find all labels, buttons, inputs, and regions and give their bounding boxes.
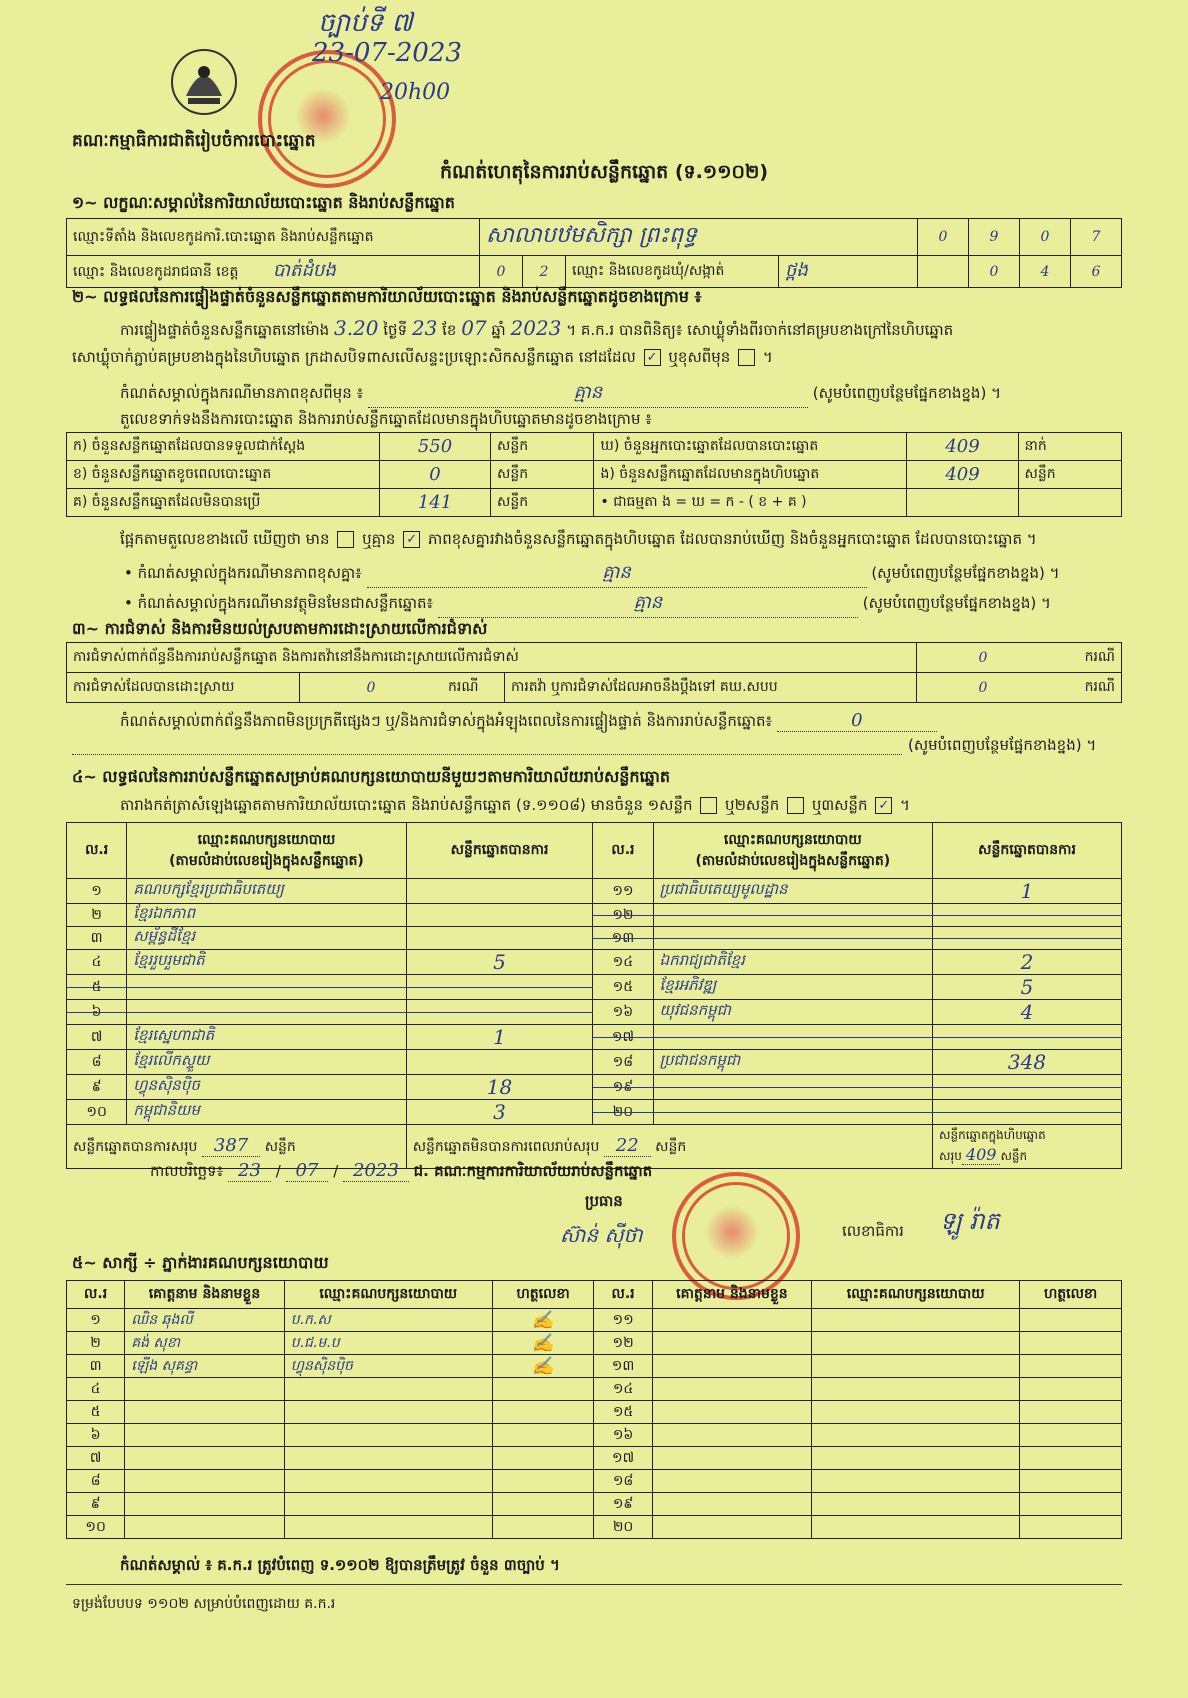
objection-row1-value: 0: [917, 643, 1050, 673]
year-value: 2023: [510, 316, 562, 340]
total-box-cell: [933, 1125, 1122, 1169]
witness-no: ១៧: [594, 1447, 652, 1470]
witness-no: ៧: [67, 1447, 125, 1470]
col-party-left-sub: (តាមលំដាប់លេខរៀងក្នុងសន្លឹកឆ្នោត): [169, 852, 364, 869]
count-left-label: គ) ចំនួនសន្លឹកឆ្នោតដែលមិនបានប្រើ: [67, 489, 380, 517]
party-no: ១៧: [593, 1025, 653, 1050]
three-sheet-label: ឬ៣សន្លឹក: [811, 796, 868, 814]
handwritten-date: 23-07-2023: [312, 38, 462, 68]
total-valid-label: សន្លឹកឆ្នោតបានការសរុប: [73, 1139, 198, 1155]
col-votes-left: សន្លឹកឆ្នោតបានការ: [406, 823, 593, 879]
party-no: ១: [67, 879, 127, 904]
table-row: [67, 1050, 1122, 1075]
witness-name: [652, 1424, 811, 1447]
witness-party: [284, 1470, 492, 1493]
witness-name: [125, 1493, 284, 1516]
section2-note: [120, 380, 1001, 408]
count-right-unit: សន្លឹក: [1018, 461, 1121, 489]
count-right-label: • ជាធម្មតា ង = ឃ = ក - ( ខ + គ ): [594, 489, 907, 517]
table-row: [67, 1447, 1122, 1470]
note-label: កំណត់សម្គាល់ក្នុងករណីមានភាពខុសពីមុន ៖: [120, 384, 364, 402]
table-row: [67, 1470, 1122, 1493]
witness-no: ៨: [67, 1470, 125, 1493]
objection-row1-unit: ករណី: [1049, 643, 1122, 673]
commune-code-2: 4: [1020, 256, 1071, 288]
para1-text-e: ។ គ.ក.រ បានពិនិត្យ៖ សោឃ្លុំទាំងពីរចាក់នៅគម្របខាងក្រៅនៃហិបឆ្នោត: [566, 321, 954, 339]
bullet1-value: គ្មាន: [367, 560, 867, 588]
or-changed-label: ឬខុសពីមុន: [668, 348, 731, 366]
total-invalid-value: 22: [604, 1135, 651, 1157]
table-row: [67, 950, 1122, 975]
polling-station-value: សាលាបឋមសិក្សា ព្រះពុទ្ធ: [480, 219, 918, 256]
witness-name: [652, 1447, 811, 1470]
witness-signature: [492, 1447, 594, 1470]
witness-party: ប.ជ.ម.ប: [284, 1332, 492, 1355]
sheet-count-line: តារាងកត់ត្រាសំឡេងឆ្នោតតាមការិយាល័យបោះឆ្នោត និងរាប់សន្លឹកឆ្នោត (ទ.១១០៨) មានចំនួន ១សន្លឹក ឬ២សន្លឹក ឬ៣សន្លឹក ✓ ។: [120, 796, 910, 814]
para1-text-d: ឆ្នាំ: [491, 321, 506, 339]
has-difference-checkbox[interactable]: [337, 531, 354, 548]
witness-signature: [492, 1516, 594, 1539]
province-code-2: 2: [523, 256, 566, 288]
section4-title: ៤~ លទ្ធផលនៃការរាប់សន្លឹកឆ្នោតសម្រាប់គណបក្សនយោបាយនីមួយៗតាមការិយាល័យរាប់សន្លឹកឆ្នោត: [72, 767, 671, 786]
witness-name: [125, 1378, 284, 1401]
witness-no: ២០: [594, 1516, 652, 1539]
strike-line: [593, 1087, 1122, 1088]
date-suffix: ជ. គណៈកម្មការការិយាល័យរាប់សន្លឹកឆ្នោត: [413, 1162, 653, 1180]
table-row: [67, 879, 1122, 904]
party-no: ៣: [67, 927, 127, 950]
total-valid-unit: សន្លឹក: [264, 1139, 296, 1155]
party-name: ប្រជាធិបតេយ្យមូលដ្ឋាន: [653, 879, 933, 904]
party-name: យុវជនកម្ពុជា: [653, 1000, 933, 1025]
province-code-1: 0: [480, 256, 523, 288]
witness-signature: [1020, 1378, 1122, 1401]
section3-title: ៣~ ការជំទាស់ និងការមិនយល់ស្របតាមការដោះស្រាយលើការជំទាស់: [72, 619, 488, 638]
witness-signature: [1020, 1516, 1122, 1539]
party-no: ១៦: [593, 1000, 653, 1025]
date-year: 2023: [343, 1160, 409, 1182]
section2-para2: សោឃ្លុំចាក់ភ្ជាប់គម្របខាងក្នុងនៃហិបឆ្នោត ក្រដាសបិទពាសលើសន្ទះប្រឡោះសិកសន្លឹកឆ្នោត នៅដដែល ✓ ឬខុសពីមុន ។: [72, 348, 773, 366]
witness-party: [284, 1378, 492, 1401]
party-no: ១០: [67, 1100, 127, 1125]
party-name: គណបក្សខ្មែរប្រជាធិបតេយ្យ: [127, 879, 407, 904]
party-no: ១១: [593, 879, 653, 904]
count-left-unit: សន្លឹក: [491, 433, 594, 461]
party-no: ៧: [67, 1025, 127, 1050]
commune-label: ឈ្មោះ និងលេខកូដឃុំ/សង្កាត់: [566, 256, 779, 288]
province-value: បាត់ដំបង: [272, 260, 336, 281]
witness-no: ១១: [594, 1309, 652, 1332]
section1-title: ១~ លក្ខណៈសម្គាល់នៃការិយាល័យបោះឆ្នោត និងរាប់សន្លឹកឆ្នោត: [72, 193, 455, 212]
compare-or: ឬគ្មាន: [362, 530, 396, 548]
witness-no: ៣: [67, 1355, 125, 1378]
witness-signature: ✍: [492, 1355, 594, 1378]
witness-name: [125, 1516, 284, 1539]
witness-name: [652, 1309, 811, 1332]
party-no: ២: [67, 904, 127, 927]
date-line: កាលបរិច្ឆេទ៖ 23 / 07 / 2023 ជ. គណៈកម្មការការិយាល័យរាប់សន្លឹកឆ្នោត: [150, 1160, 653, 1181]
counts-row: [67, 461, 1122, 489]
party-name: កម្ពុជានិយម: [127, 1100, 407, 1125]
party-no: ១៥: [593, 975, 653, 1000]
w-col-name-left: គោត្តនាម និងនាមខ្លួន: [125, 1281, 284, 1309]
counts-row: [67, 433, 1122, 461]
party-name: ខ្មែរលើកស្ទួយ: [127, 1050, 407, 1075]
party-votes: 1: [406, 1025, 593, 1050]
witness-no: ១៥: [594, 1401, 652, 1424]
party-name: សម្ព័ន្ធដីខ្មែរ: [127, 927, 407, 950]
compare-line: [120, 530, 1037, 552]
two-sheet-label: ឬ២សន្លឹក: [725, 796, 780, 814]
party-results-table: [66, 822, 1122, 1169]
count-left-value: 141: [380, 489, 491, 517]
bullet2-suffix: (សូមបំពេញបន្ថែមផ្នែកខាងខ្នង) ។: [862, 594, 1051, 612]
strike-line: [593, 938, 1122, 939]
party-no: ២០: [593, 1100, 653, 1125]
w-col-sign-right: ហត្ថលេខា: [1020, 1281, 1122, 1309]
w-col-no-right: ល.រ: [594, 1281, 652, 1309]
witness-party: [284, 1493, 492, 1516]
party-no: ១២: [593, 904, 653, 927]
col-no-left: ល.រ: [67, 823, 127, 879]
party-votes: [406, 1050, 593, 1075]
witness-name: [652, 1516, 811, 1539]
count-left-value: 0: [380, 461, 491, 489]
witness-no: ១៨: [594, 1470, 652, 1493]
witness-party: [812, 1401, 1020, 1424]
two-sheet-checkbox[interactable]: [787, 797, 804, 814]
witness-name: [652, 1470, 811, 1493]
witness-no: ៥: [67, 1401, 125, 1424]
province-label: ឈ្មោះ និងលេខកូដរាជធានី ខេត្ត: [73, 264, 239, 280]
col-votes-right: សន្លឹកឆ្នោតបានការ: [933, 823, 1122, 879]
party-votes: 1: [933, 879, 1122, 904]
para2-text: សោឃ្លុំចាក់ភ្ជាប់គម្របខាងក្នុងនៃហិបឆ្នោត ក្រដាសបិទពាសលើសន្ទះប្រឡោះសិកសន្លឹកឆ្នោត នៅដដែល: [72, 348, 636, 366]
party-no: ៤: [67, 950, 127, 975]
witness-name: [125, 1424, 284, 1447]
date-label: កាលបរិច្ឆេទ៖: [150, 1162, 224, 1180]
witness-signature: [492, 1378, 594, 1401]
objection-row2-value: 0: [300, 673, 443, 703]
objection-row2b-unit: ករណី: [1049, 673, 1122, 703]
count-right-value: 409: [907, 433, 1018, 461]
witness-party: ហ្វុនស៊ិនប៉ិច: [284, 1355, 492, 1378]
party-votes: [406, 879, 593, 904]
count-left-label: ខ) ចំនួនសន្លឹកឆ្នោតខូចពេលបោះឆ្នោត: [67, 461, 380, 489]
party-votes: 18: [406, 1075, 593, 1100]
witness-name: [652, 1355, 811, 1378]
total-box-unit: សន្លឹក: [1000, 1149, 1028, 1163]
bullet2-value: គ្មាន: [438, 590, 858, 618]
party-no: ៦: [67, 1000, 127, 1025]
objections-table: [66, 642, 1122, 703]
total-box-value: 409: [962, 1145, 1001, 1165]
handwritten-time: 20h00: [380, 80, 451, 105]
witness-no: ២: [67, 1332, 125, 1355]
commune-value: ថ្ពង: [779, 256, 918, 288]
strike-line: [593, 1112, 1122, 1113]
table-row: [67, 1378, 1122, 1401]
one-sheet-checkbox[interactable]: [700, 797, 717, 814]
party-name: ហ្វុនស៊ិនប៉ិច: [127, 1075, 407, 1100]
party-name: ឯករាជ្យជាតិខ្មែរ: [653, 950, 933, 975]
count-right-label: ឃ) ចំនួនអ្នកបោះឆ្នោតដែលបានបោះឆ្នោត: [594, 433, 907, 461]
witness-signature: [1020, 1332, 1122, 1355]
chair-label: ប្រធាន: [585, 1192, 623, 1210]
secretary-label: លេខាធិការ: [842, 1222, 904, 1240]
no-difference-checkbox[interactable]: ✓: [403, 531, 420, 548]
witness-no: ១៦: [594, 1424, 652, 1447]
commune-code-1: 0: [969, 256, 1020, 288]
witness-party: ប.ក.ស: [284, 1309, 492, 1332]
witness-signature: [1020, 1447, 1122, 1470]
polling-station-label: ឈ្មោះទីតាំង និងលេខកូដការិ.បោះឆ្នោត និងរាប់សន្លឹកឆ្នោត: [67, 219, 480, 256]
three-sheet-checkbox[interactable]: ✓: [875, 797, 892, 814]
secretary-signature: ឡូ រ៉ាត: [940, 1207, 1000, 1235]
strike-line: [593, 915, 1122, 916]
witness-party: [812, 1470, 1020, 1493]
bullet2-line: [124, 590, 1051, 618]
station-code-3: 0: [1020, 219, 1071, 256]
witness-party: [284, 1516, 492, 1539]
footer-note: កំណត់សម្គាល់ ៖ គ.ក.រ ត្រូវបំពេញ ទ.១១០២ ឱ្យបានត្រឹមត្រូវ ចំនួន ៣ច្បាប់ ។: [120, 1556, 560, 1574]
witness-party: [812, 1309, 1020, 1332]
total-valid-value: 387: [202, 1135, 260, 1157]
party-name: ខ្មែរស្នេហាជាតិ: [127, 1025, 407, 1050]
witness-name: ឈិន ឆុងលី: [125, 1309, 284, 1332]
witness-party: [812, 1493, 1020, 1516]
date-day: 23: [228, 1160, 271, 1182]
table-row: [67, 1424, 1122, 1447]
party-name: ប្រជាជនកម្ពុជា: [653, 1050, 933, 1075]
col-party-left: [127, 823, 407, 879]
strike-line: [67, 987, 593, 988]
total-invalid-label: សន្លឹកឆ្នោតមិនបានការពេលរាប់សរុប: [412, 1139, 600, 1155]
party-votes: 2: [933, 950, 1122, 975]
witness-no: ១២: [594, 1332, 652, 1355]
witness-signature: [1020, 1309, 1122, 1332]
section2-para1: [120, 316, 953, 343]
party-votes: 3: [406, 1100, 593, 1125]
witness-no: ១៩: [594, 1493, 652, 1516]
witness-no: ៦: [67, 1424, 125, 1447]
para1-text-c: ខែ: [442, 321, 457, 339]
bottom-line: ទម្រង់បែបបទ ១១០២ សម្រាប់បំពេញដោយ គ.ក.រ: [72, 1596, 336, 1612]
party-votes: 4: [933, 1000, 1122, 1025]
count-right-value: 409: [907, 461, 1018, 489]
section3-note: [120, 710, 937, 734]
para1-text-a: ការផ្ទៀងផ្ទាត់ចំនួនសន្លឹកឆ្នោតនៅម៉ោង: [120, 321, 330, 339]
compare-rest: ភាពខុសគ្នារវាងចំនួនសន្លឹកឆ្នោតក្នុងហិបឆ្នោត ដែលបានរាប់ឃើញ និងចំនួនអ្នកបោះឆ្នោត ដែលបានបោះឆ្នោត ។: [427, 530, 1037, 548]
time-value: 3.20: [333, 316, 379, 340]
table-row: [67, 1516, 1122, 1539]
party-votes: 5: [406, 950, 593, 975]
date-month: 07: [286, 1160, 329, 1182]
witness-party: [284, 1447, 492, 1470]
total-invalid-unit: សន្លឹក: [655, 1139, 687, 1155]
witness-party: [812, 1378, 1020, 1401]
col-party-right-title: ឈ្មោះគណបក្សនយោបាយ: [723, 831, 862, 848]
total-box-label: សន្លឹកឆ្នោតក្នុងហិបឆ្នោតសរុប: [939, 1128, 1046, 1163]
party-no: ៥: [67, 975, 127, 1000]
count-left-unit: សន្លឹក: [491, 489, 594, 517]
witness-name: [652, 1332, 811, 1355]
table-row: [67, 1355, 1122, 1378]
party-votes: 348: [933, 1050, 1122, 1075]
section3-suffix: (សូមបំពេញបន្ថែមផ្នែកខាងខ្នង) ។: [908, 736, 1097, 754]
station-code-4: 7: [1071, 219, 1122, 256]
witness-party: [812, 1424, 1020, 1447]
witness-no: ៩: [67, 1493, 125, 1516]
org-name: គណៈកម្មាធិការជាតិរៀបចំការបោះឆ្នោត: [72, 131, 316, 151]
table-row: [67, 1401, 1122, 1424]
w-col-sign-left: ហត្ថលេខា: [492, 1281, 594, 1309]
witness-name: [125, 1470, 284, 1493]
witness-signature: [492, 1493, 594, 1516]
witness-name: ឡើង សុគន្ធា: [125, 1355, 284, 1378]
note-value: គ្មាន: [368, 380, 808, 408]
witness-table: [66, 1280, 1122, 1539]
col-party-right-sub: (តាមលំដាប់លេខរៀងក្នុងសន្លឹកឆ្នោត): [695, 852, 891, 869]
col-party-left-title: ឈ្មោះគណបក្សនយោបាយ: [197, 831, 336, 848]
party-name: ខ្មែរឯកភាព: [127, 904, 407, 927]
section2-intro: តួលេខទាក់ទងនឹងការបោះឆ្នោត និងការរាប់សន្លឹកឆ្នោតដែលមានក្នុងហិបឆ្នោតមានដូចខាងក្រោម ៖: [120, 410, 652, 428]
table-row: [67, 1309, 1122, 1332]
party-no: ៩: [67, 1075, 127, 1100]
witness-signature: [1020, 1355, 1122, 1378]
witness-no: ១០: [67, 1516, 125, 1539]
month-value: 07: [461, 316, 487, 340]
party-name: ខ្មែររួបរួមជាតិ: [127, 950, 407, 975]
objection-row2b-value: 0: [917, 673, 1050, 703]
count-right-unit: [1018, 489, 1121, 517]
sheet-count-text: តារាងកត់ត្រាសំឡេងឆ្នោតតាមការិយាល័យបោះឆ្នោត និងរាប់សន្លឹកឆ្នោត (ទ.១១០៨) មានចំនួន ១សន្លឹក: [120, 796, 693, 814]
witness-no: ៤: [67, 1378, 125, 1401]
witness-signature: [1020, 1493, 1122, 1516]
witness-signature: [1020, 1470, 1122, 1493]
bullet1-suffix: (សូមបំពេញបន្ថែមផ្នែកខាងខ្នង) ។: [871, 564, 1060, 582]
witness-party: [284, 1401, 492, 1424]
objection-row2-unit: ករណី: [442, 673, 505, 703]
section3-note-line: [72, 738, 902, 755]
col-party-right: [653, 823, 933, 879]
strike-line: [593, 1037, 1122, 1038]
section3-note-value: 0: [777, 710, 937, 732]
w-col-party-right: ឈ្មោះគណបក្សនយោបាយ: [812, 1281, 1020, 1309]
count-left-label: ក) ចំនួនសន្លឹកឆ្នោតដែលបានទទួលជាក់ស្ដែង: [67, 433, 380, 461]
strike-line: [67, 1012, 593, 1013]
party-no: ៨: [67, 1050, 127, 1075]
witness-name: [652, 1378, 811, 1401]
objection-row2b-label: ការតវ៉ា ឬការជំទាស់ដែលអាចនឹងប្ដឹងទៅ គឃ.សបប: [505, 673, 917, 703]
witness-name: [652, 1401, 811, 1424]
handwritten-ref: ច្បាប់ទី ៧: [318, 8, 413, 38]
witness-no: ១៤: [594, 1378, 652, 1401]
witness-name: [125, 1401, 284, 1424]
witness-party: [284, 1424, 492, 1447]
party-name: ខ្មែរអភិវឌ្ឍ: [653, 975, 933, 1000]
counts-row: [67, 489, 1122, 517]
counts-table: [66, 432, 1122, 517]
party-votes: [406, 927, 593, 950]
party-votes: [406, 904, 593, 927]
witness-signature: ✍: [492, 1309, 594, 1332]
committee-stamp-emblem-icon: [705, 1205, 759, 1259]
station-code-2: 9: [969, 219, 1020, 256]
w-col-no-left: ល.រ: [67, 1281, 125, 1309]
changed-checkbox[interactable]: [738, 349, 755, 366]
section2-title: ២~ លទ្ធផលនៃការផ្ទៀងផ្ទាត់ចំនួនសន្លឹកឆ្នោតតាមការិយាល័យបោះឆ្នោត និងរាប់សន្លឹកឆ្នោតដូចខាងក្រោម ៖: [72, 287, 702, 306]
witness-signature: [492, 1401, 594, 1424]
objection-row1-label: ការជំទាស់ពាក់ព័ន្ធនឹងការរាប់សន្លឹកឆ្នោត និងការតវ៉ានៅនឹងការដោះស្រាយលើការជំទាស់: [67, 643, 917, 673]
table-row: [67, 1493, 1122, 1516]
witness-signature: [492, 1470, 594, 1493]
witness-signature: [1020, 1424, 1122, 1447]
party-no: ១៨: [593, 1050, 653, 1075]
bottom-divider: [66, 1584, 1122, 1585]
witness-party: [812, 1516, 1020, 1539]
section1-table: [66, 218, 1122, 288]
party-no: ១៣: [593, 927, 653, 950]
note-suffix: (សូមបំពេញបន្ថែមផ្នែកខាងខ្នង) ។: [812, 384, 1001, 402]
bullet2-label: • កំណត់សម្គាល់ក្នុងករណីមានវត្ថុមិនមែនជាសន្លឹកឆ្នោត៖: [124, 594, 434, 612]
bullet1-label: • កំណត់សម្គាល់ក្នុងករណីមានភាពខុសគ្នា៖: [124, 564, 362, 582]
party-no: ១៩: [593, 1075, 653, 1100]
table-row: [67, 1332, 1122, 1355]
witness-party: [812, 1332, 1020, 1355]
col-no-right: ល.រ: [593, 823, 653, 879]
section3-note-label: កំណត់សម្គាល់ពាក់ព័ន្ធនឹងភាពមិនប្រក្រតីផ្សេងៗ ឬ/និងការជំទាស់ក្នុងអំឡុងពេលនៃការផ្ទៀងផ្ទាត់ និងការរាប់សន្លឹកឆ្នោត៖: [120, 712, 773, 730]
compare-text: ផ្អែកតាមតួលេខខាងលើ ឃើញថា មាន: [120, 530, 330, 548]
witness-name: [125, 1447, 284, 1470]
section5-title: ៥~ សាក្សី ÷ ភ្នាក់ងារគណបក្សនយោបាយ: [72, 1253, 329, 1272]
party-no: ១៤: [593, 950, 653, 975]
royal-emblem-icon: [168, 46, 240, 118]
witness-no: ១៣: [594, 1355, 652, 1378]
commune-code-3: 6: [1071, 256, 1122, 288]
count-right-unit: នាក់: [1018, 433, 1121, 461]
count-left-unit: សន្លឹក: [491, 461, 594, 489]
party-votes: 5: [933, 975, 1122, 1000]
bullet1-line: [124, 560, 1060, 588]
count-left-value: 550: [380, 433, 491, 461]
witness-signature: [1020, 1401, 1122, 1424]
count-right-label: ង) ចំនួនសន្លឹកឆ្នោតដែលមានក្នុងហិបឆ្នោត: [594, 461, 907, 489]
w-col-party-left: ឈ្មោះគណបក្សនយោបាយ: [284, 1281, 492, 1309]
count-right-value: [907, 489, 1018, 517]
day-value: 23: [411, 316, 438, 340]
witness-name: គង់ សុខា: [125, 1332, 284, 1355]
station-code-1: 0: [918, 219, 969, 256]
w-col-name-right: គោត្តនាម និងនាមខ្លួន: [652, 1281, 811, 1309]
chair-signature: ស៊ាន់ ស៊ីថា: [560, 1223, 643, 1247]
witness-signature: [492, 1424, 594, 1447]
objection-row2-label: ការជំទាស់ដែលបានដោះស្រាយ: [67, 673, 300, 703]
witness-no: ១: [67, 1309, 125, 1332]
witness-signature: ✍: [492, 1332, 594, 1355]
witness-name: [652, 1493, 811, 1516]
para1-text-b: ថ្ងៃទី: [383, 321, 408, 339]
witness-party: [812, 1355, 1020, 1378]
witness-party: [812, 1447, 1020, 1470]
same-checkbox[interactable]: ✓: [644, 349, 661, 366]
form-title: កំណត់ហេតុនៃការរាប់សន្លឹកឆ្នោត (ទ.១១០២): [440, 161, 769, 183]
